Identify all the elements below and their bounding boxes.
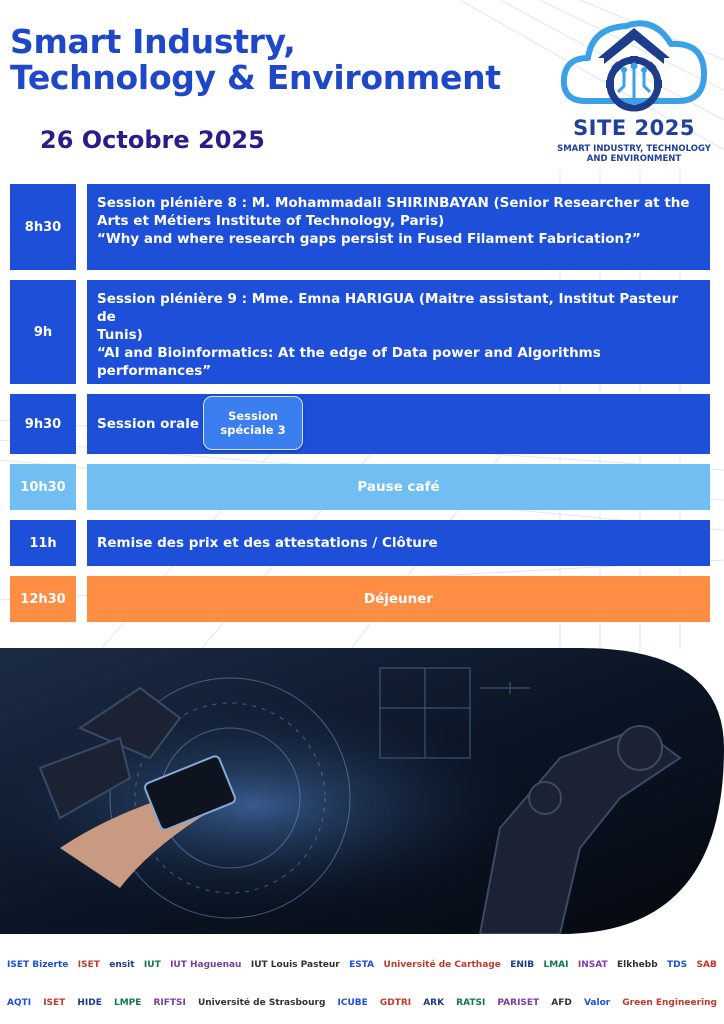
time-cell: 9h30 <box>10 394 76 454</box>
sponsors-row-2 <box>4 987 720 1019</box>
sponsor-logo: LMPE <box>113 998 142 1008</box>
time-cell: 12h30 <box>10 576 76 622</box>
sponsor-logo: ensit <box>109 960 135 970</box>
badge-line-1: Session <box>228 409 278 423</box>
session-line: Session plénière 9 : Mme. Emna HARIGUA (Maitre assistant, Institut Pasteur de <box>97 291 678 325</box>
special-session-badge <box>203 396 303 450</box>
sponsor-logo: GDTRI <box>379 998 412 1008</box>
session-label: Pause café <box>357 479 440 495</box>
sponsor-logo: ISET <box>43 998 66 1008</box>
event-date: 26 Octobre 2025 <box>40 126 265 154</box>
session-cell <box>87 394 710 454</box>
session-line: “AI and Bioinformatics: At the edge of Data power and Algorithms <box>97 345 601 361</box>
time-cell: 10h30 <box>10 464 76 510</box>
session-label: Remise des prix et des attestations / Clôture <box>97 535 438 551</box>
sponsor-logo: ISET Bizerte <box>7 960 69 970</box>
sponsor-logo: Elkhebb <box>617 960 658 970</box>
sponsor-logo: PARISET <box>497 998 540 1008</box>
sponsor-logo: IUT Haguenau <box>170 960 242 970</box>
session-line: performances” <box>97 363 212 379</box>
sponsor-logo: INSAT <box>577 960 608 970</box>
sponsor-logo: ENIB <box>510 960 535 970</box>
logo-subtitle <box>556 144 712 164</box>
session-line: Session plénière 8 : M. Mohammadali SHIRINBAYAN (Senior Researcher at the <box>97 195 690 211</box>
session-line: Tunis) <box>97 327 143 343</box>
session-label: Session orale <box>97 416 199 432</box>
sponsor-logo: ARK <box>423 998 445 1008</box>
sponsor-logo: AFD <box>551 998 572 1008</box>
cloud-gear-icon <box>556 6 712 116</box>
sponsors-row-1 <box>4 949 720 981</box>
sponsor-logo: Valor <box>583 998 611 1008</box>
session-cell <box>87 520 710 566</box>
sponsors-strip <box>0 945 724 1024</box>
schedule-row-8h30 <box>10 184 710 270</box>
schedule-row-12h30 <box>10 576 710 622</box>
site-logo <box>556 6 712 166</box>
time-cell: 11h <box>10 520 76 566</box>
session-cell <box>87 576 710 622</box>
schedule-row-9h <box>10 280 710 384</box>
sponsor-logo: RATSI <box>456 998 486 1008</box>
sponsor-logo: SAB <box>696 960 717 970</box>
schedule-row-9h30 <box>10 394 710 454</box>
sponsor-logo: Université de Strasbourg <box>197 998 326 1008</box>
sponsor-logo: HIDE <box>77 998 102 1008</box>
logo-subtitle-line-1: SMART INDUSTRY, TECHNOLOGY <box>557 144 711 154</box>
sponsor-logo: Green Engineering <box>622 998 717 1008</box>
logo-name: SITE 2025 <box>573 116 695 140</box>
technology-photo <box>0 648 724 934</box>
sponsor-logo: TDS <box>667 960 688 970</box>
schedule-row-11h <box>10 520 710 566</box>
session-cell <box>87 280 710 384</box>
schedule-row-10h30 <box>10 464 710 510</box>
session-line: “Why and where research gaps persist in Fused Filament Fabrication?” <box>97 231 641 247</box>
session-cell <box>87 184 710 270</box>
sponsor-logo: ESTA <box>349 960 375 970</box>
title-line-1: Smart Industry, <box>10 22 296 61</box>
time-cell: 9h <box>10 280 76 384</box>
badge-line-2: spéciale 3 <box>220 423 286 437</box>
sponsor-logo: Université de Carthage <box>383 960 501 970</box>
session-cell <box>87 464 710 510</box>
sponsor-logo: RIFTSI <box>153 998 186 1008</box>
logo-subtitle-line-2: AND ENVIRONMENT <box>586 154 682 164</box>
sponsor-logo: AQTI <box>7 998 32 1008</box>
session-label: Déjeuner <box>363 591 434 607</box>
sponsor-logo: ICUBE <box>337 998 368 1008</box>
page-title <box>10 24 501 96</box>
session-line: Arts et Métiers Institute of Technology, Paris) <box>97 213 445 229</box>
sponsor-logo: IUT <box>143 960 161 970</box>
sponsor-logo: LMAI <box>543 960 569 970</box>
time-cell: 8h30 <box>10 184 76 270</box>
sponsor-logo: ISET <box>77 960 100 970</box>
sponsor-logo: IUT Louis Pasteur <box>250 960 340 970</box>
title-line-2: Technology & Environment <box>10 58 501 97</box>
